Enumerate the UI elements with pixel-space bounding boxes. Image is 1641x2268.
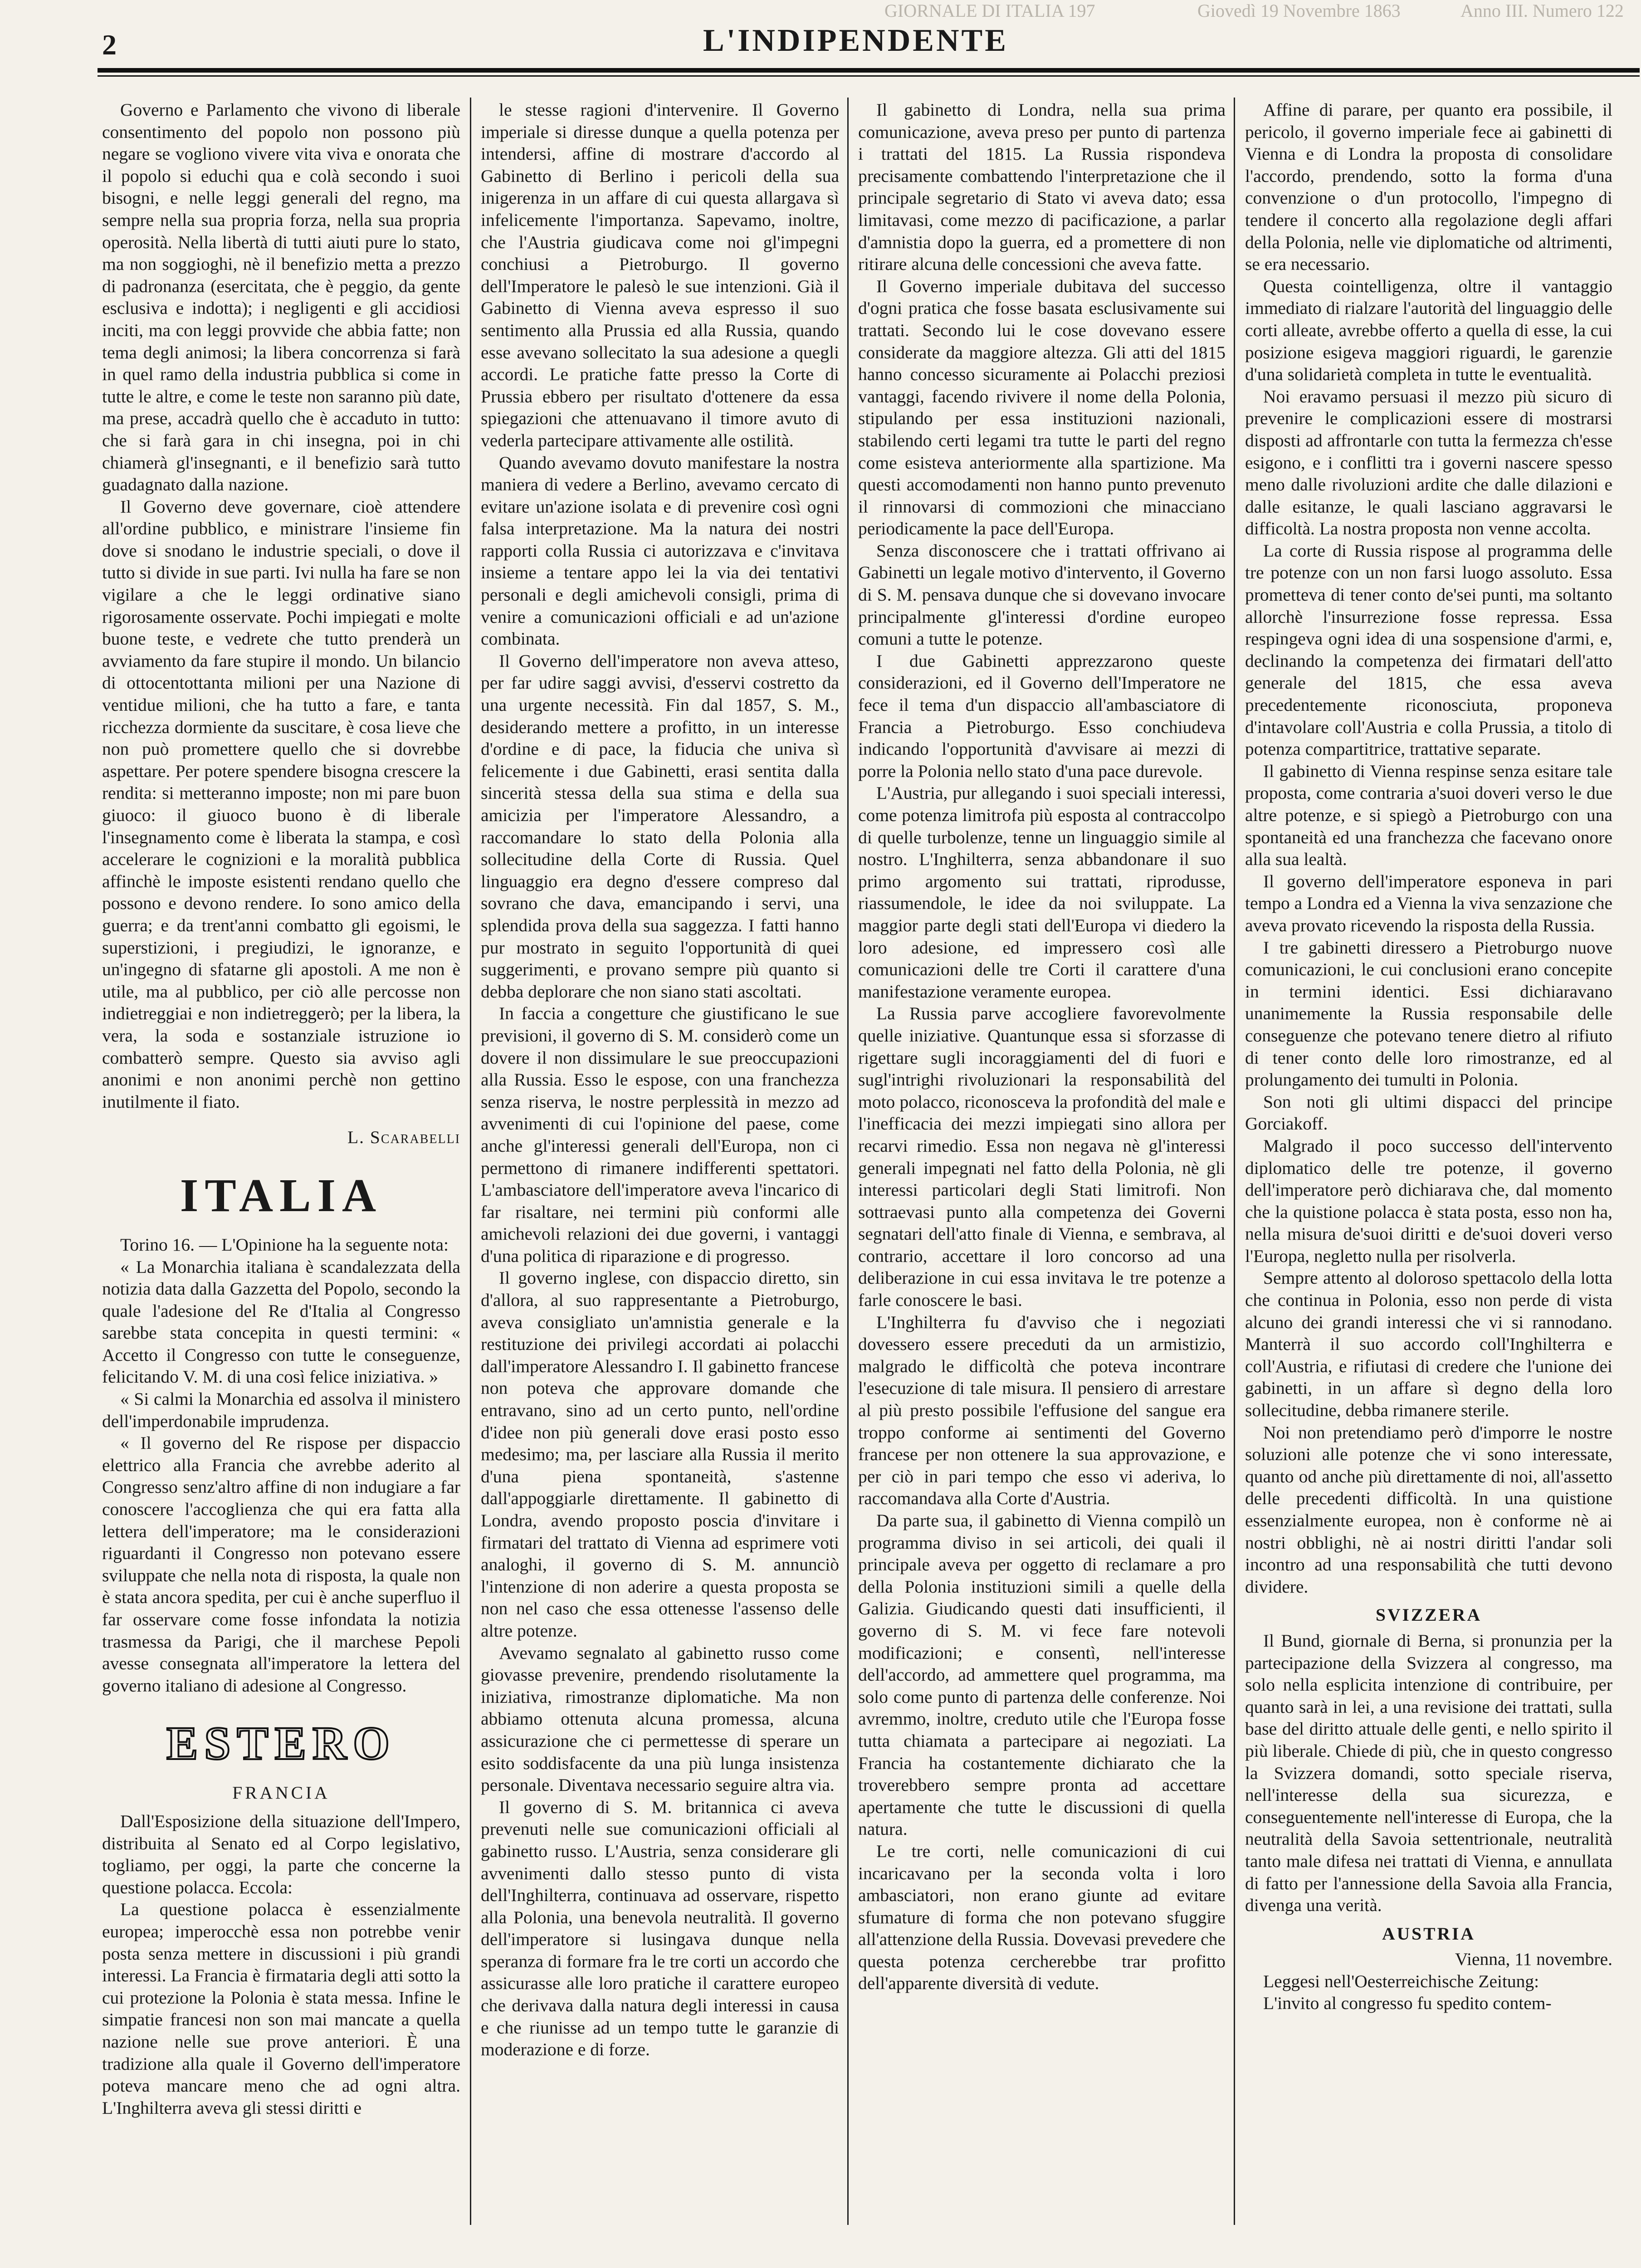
bleed-through-issue: Anno III. Numero 122 bbox=[1460, 0, 1624, 21]
news-paragraph: Son noti gli ultimi dispacci del principe Gorciakoff. bbox=[1245, 1091, 1612, 1134]
news-paragraph: Dall'Esposizione della situazione dell'Impero, distribuita al Senato ed al Corpo legislativo, togliamo, per oggi, la parte che concerne la questione polacca. Eccola: bbox=[102, 1811, 460, 1897]
news-paragraph: In faccia a congetture che giustificano le sue previsioni, il governo di S. M. considerò come un dovere il non dissimulare le sue preoccupazioni alla Russia. Esso le espose, con una franchezza senza riserva, le nostre perplessità in mezzo ad avvenimenti di cui l'opinione del paese, come anche gl'interessi generali dell'Europa, non ci permettono di rimanere indifferenti spettatori. L'ambasciatore dell'imperatore aveva l'incarico di far risaltare, nei termini più conformi alle amichevoli relazioni dei due governi, i vantaggi d'una politica di riparazione e di progresso. bbox=[481, 1003, 839, 1266]
news-paragraph: La Russia parve accogliere favorevolmente quelle iniziative. Quantunque essa si sforzasse di rigettare sugli incoraggiamenti del di fuori e sugl'intrighi rivoluzionari la responsabilità del moto polacco, riconosceva la profondità del male e l'inefficacia dei mezzi impiegati sino allora per recarvi rimedio. Essa non negava nè gl'interessi generali impegnati nel fatto della Polonia, nè gli interessi particolari degli Stati limitrofi. Non sottraevasi punto alla competenza dei Governi segnatari dell'atto finale di Vienna, e sembrava, al contrario, accettare il loro concorso ad una deliberazione in cui essa invitava le tre potenze a farle conoscere le basi. bbox=[858, 1003, 1226, 1310]
news-paragraph: Sempre attento al doloroso spettacolo della lotta che continua in Polonia, esso non perde di vista alcuno dei grandi interessi che vi si rannodano. Manterrà il suo accordo coll'Inghilterra e coll'Austria, e rifiutasi di credere che l'unione dei gabinetti, in un affare sì degno della loro sollecitudine, debba rimanere sterile. bbox=[1245, 1268, 1612, 1421]
news-paragraph: Il governo inglese, con dispaccio diretto, sin d'allora, al suo rappresentante a Pietroburgo, aveva consigliato un'amnistia generale e la restituzione dei privilegi accordati ai polacchi dall'imperatore Alessandro I. Il gabinetto francese non poteva che approvare domande che entravano, sino ad un certo punto, nell'ordine d'idee non più generali dove erasi posto esso medesimo; ma, per lasciare alla Russia il merito d'una piena spontaneità, s'astenne dall'appoggiarle direttamente. Il gabinetto di Londra, avendo proposto poscia d'invitare i firmatari del trattato di Vienna ad esprimere voti analoghi, il governo di S. M. annunciò l'intenzione di non aderire a questa proposta se non nel caso che essa ottenesse l'assenso delle altre potenze. bbox=[481, 1268, 839, 1641]
news-paragraph: Avevamo segnalato al gabinetto russo come giovasse prevenire, prendendo risolutamente la iniziativa, rimostranze diplomatiche. Ma non abbiamo ottenuta alcuna promessa, alcuna assicurazione che ci permettesse di sperare un esito soddisfacente da una più lunga insistenza personale. Diventava necessario seguire altra via. bbox=[481, 1642, 839, 1795]
column-divider bbox=[470, 98, 471, 2225]
column-2 bbox=[481, 99, 839, 2222]
column-divider bbox=[847, 98, 849, 2225]
news-paragraph: Il gabinetto di Vienna respinse senza esitare tale proposta, come contraria a'suoi doveri verso le due altre potenze, e si spiegò a Pietroburgo con una spontaneità ed una franchezza che facevano onore alla sua lealtà. bbox=[1245, 761, 1612, 870]
subsection-header-svizzera: SVIZZERA bbox=[1376, 1605, 1482, 1625]
news-paragraph: I tre gabinetti diressero a Pietroburgo nuove comunicazioni, le cui conclusioni erano concepite in termini identici. Essi dichiaravano unanimemente la Russia responsabile delle conseguenze che potevano tenere dietro al rifiuto di tener conto delle loro rimostranze, ed al prolungamento dei tumulti in Polonia. bbox=[1245, 937, 1612, 1090]
news-paragraph: L'Austria, pur allegando i suoi speciali interessi, come potenza limitrofa più esposta al contraccolpo di quelle turbolenze, tenne un linguaggio simile al nostro. L'Inghilterra, senza abbandonare il suo primo argomento sui trattati, riprodusse, riassumendole, le idee da noi sviluppate. La maggior parte degli stati dell'Europa vi diedero la loro adesione, ed impressero così alle comunicazioni delle tre Corti il carattere d'una manifestazione veramente europea. bbox=[858, 783, 1226, 1002]
news-paragraph: L'Inghilterra fu d'avviso che i negoziati dovessero essere preceduti da un armistizio, malgrado le difficoltà che poteva incontrare l'esecuzione di tale misura. Il pensiero di arrestare al più presto possibile l'effusione del sangue era troppo conforme ai sentimenti del Governo francese per non ottenere la sua approvazione, e per ciò in pari tempo che esso vi aderiva, lo raccomandava alla Corte d'Austria. bbox=[858, 1312, 1226, 1509]
news-paragraph: Noi non pretendiamo però d'imporre le nostre soluzioni alle potenze che vi sono interessate, quanto od anche più direttamente di noi, all'assetto delle precedenti difficoltà. In una quistione essenzialmente europea, non è conforme nè ai nostri obblighi, nè ai nostri diritti l'andar soli incontro ad una responsabilità che tutti devono dividere. bbox=[1245, 1422, 1612, 1597]
news-paragraph: le stesse ragioni d'intervenire. Il Governo imperiale si diresse dunque a quella potenza per intendersi, affine di mostrare d'accordo al Gabinetto di Berlino i pericoli della sua inigerenza in un affare di cui questa allargava sì infelicemente l'importanza. Sapevamo, inoltre, che l'Austria giudicava come noi gl'impegni conchiusi a Pietroburgo. Il governo dell'Imperatore le palesò le sue intenzioni. Già il Gabinetto di Vienna aveva espresso il suo sentimento alla Prussia ed alla Russia, quando esse avevano sollecitato la sua adesione a quegli accordi. Le pratiche fatte presso la Corte di Prussia ebbero per risultato d'ottenere da essa spiegazioni che attenuavano il timore avuto di vederla partecipare attivamente alle ostilità. bbox=[481, 100, 839, 450]
column-3 bbox=[858, 99, 1226, 2222]
bleed-through-title: GIORNALE DI ITALIA 197 bbox=[884, 0, 1095, 21]
news-paragraph: La corte di Russia rispose al programma delle tre potenze con un non farsi luogo assoluto. Essa prometteva di tener conto de'sei punti, ma soltanto allorchè l'insurrezione fosse repressa. Essa respingeva ogni idea di una sospensione d'armi, e, declinando la competenza dei firmatari dell'atto generale del 1815, che essa aveva precedentemente riconosciuta, proponeva d'intavolare coll'Austria e colla Prussia, a titolo di potenza compartitrice, trattative separate. bbox=[1245, 540, 1612, 759]
news-paragraph: Quando avevamo dovuto manifestare la nostra maniera di vedere a Berlino, avevamo cercato di evitare un'azione isolata e di prevenire così ogni falsa interpretazione. Ma la natura dei nostri rapporti colla Russia ci autorizzava e c'invitava insieme a tentare appo lei la via dei tentativi personali e degli amichevoli consigli, prima di venire a comunicazioni officiali e ad un'azione combinata. bbox=[481, 452, 839, 649]
news-paragraph: La questione polacca è essenzialmente europea; imperocchè essa non potrebbe venir posta senza mettere in discussioni i più grandi interessi. La Francia è firmataria degli atti sotto la cui protezione la Polonia è stata messa. Infine le simpatie francesi non son mai mancate a quella nazione nelle sue prove anteriori. È una tradizione alla quale il Governo dell'imperatore poteva mancare meno che ad ogni altra. L'Inghilterra aveva gli stessi diritti e bbox=[102, 1899, 460, 2118]
section-header-estero: ESTERO bbox=[166, 1717, 396, 1770]
article-paragraph: Il Governo deve governare, cioè attendere all'ordine pubblico, e ministrare l'insieme fin dove si snodano le industrie speciali, o dove il tutto si divide in sue parti. Ivi nulla ha fare se non vigilare a che le leggi ordinative siano rigorosamente osservate. Pochi impiegati e molte buone teste, e vedrete che tutto prenderà un avviamento da fare stupire il mondo. Un bilancio di ottocentottanta milioni per una Nazione di ventidue milioni, che ha tutto a fare, e tanta ricchezza dormiente da suscitare, è cosa lieve che non può promettere quello che si dovrebbe aspettare. Per potere spendere bisogna crescere la rendita: si metteranno imposte; non mi pare buon giuoco: il giuoco buono è di liberale l'insegnamento come è liberata la stampa, e così accelerare le cognizioni e la moralità pubblica affinchè le imposte esistenti rendano quello che possono e devono rendere. Io sono amico della guerra; e da trent'anni combatto gli egoismi, le superstizioni, i pregiudizi, le ignoranze, e un'ingegno di sfatarne gli apostoli. A me non è utile, ma al pubblico, per ciò alle percosse non indietreggiai e non indietreggerò; per la libera, la vera, la soda e sostanziale istruzione io combatterò sempre. Questo sia avviso agli anonimi e non anonimi perchè non gettino inutilmente il fiato. bbox=[102, 496, 460, 1112]
news-paragraph: Il Governo imperiale dubitava del successo d'ogni pratica che fosse basata esclusivamente sui trattati. Secondo lui le cose dovevano essere considerate da maggiore altezza. Gli atti del 1815 hanno concesso sicuramente ai Polacchi preziosi vantaggi, facendo rivivere il nome della Polonia, stipulando per essa instituzioni nazionali, stabilendo certi legami tra tutte le parti del regno come esisteva anteriormente alla spartizione. Ma questi accomodamenti non hanno punto prevenuto il rinnovarsi di commozioni che minacciano periodicamente la pace dell'Europa. bbox=[858, 276, 1226, 539]
news-paragraph: Torino 16. — L'Opinione ha la seguente nota: bbox=[120, 1234, 449, 1255]
news-paragraph: Il gabinetto di Londra, nella sua prima comunicazione, aveva preso per punto di partenza i trattati del 1815. La Russia rispondeva precisamente combattendo l'interpretazione che il principale segretario di Stato vi aveva dato; essa limitavasi, come mezzo di pacificazione, a parlar d'amnistia dopo la guerra, ed a promettere di non ritirare alcuna delle concessioni che aveva fatte. bbox=[858, 100, 1226, 274]
subsection-header-francia: FRANCIA bbox=[232, 1783, 330, 1803]
section-header-italia: ITALIA bbox=[180, 1169, 383, 1222]
news-paragraph: Vienna, 11 novembre. bbox=[1455, 1949, 1612, 1970]
column-1 bbox=[102, 99, 460, 2222]
news-paragraph: Il governo dell'imperatore esponeva in pari tempo a Londra ed a Vienna la viva senzazione che aveva provato ricevendo la risposta della Russia. bbox=[1245, 871, 1612, 935]
news-paragraph: « Il governo del Re rispose per dispaccio elettrico alla Francia che avrebbe aderito al Congresso senz'altro affine di non indugiare a far conoscere l'accoglienza che qui era fatta alla lettera dell'imperatore; ma le considerazioni riguardanti il Congresso non potevano essere sviluppate che nella nota di risposta, la quale non è stata ancora spedita, per cui è anche superfluo il far osservare come fosse infondata la notizia trasmessa da Parigi, che il marchese Pepoli avesse consegnata all'imperatore la lettera del governo italiano di adesione al Congresso. bbox=[102, 1433, 460, 1696]
masthead-rule-thin bbox=[98, 75, 1640, 77]
article-paragraph: Governo e Parlamento che vivono di liberale consentimento del popolo non possono più negare se vogliono vivere vita viva e onorata che il popolo si educhi qua e colà secondo i suoi bisogni, e nelle leggi generali del regno, ma sempre nella sua propria forza, nella sua propria operosità. Nella libertà di tutti aiuti pure lo stato, ma non soggioghi, nè il benefizio metta a prezzo di padronanza (esercitata, che è peggio, da gente esclusiva e indotta); i negligenti e gli accidiosi inciti, ma con leggi provvide che abbia fatte; non tema degli animosi; la libera concorrenza si farà in quel ramo della industria pubblica si come in tutte le altre, e come le teste non saranno più date, ma prese, accadrà quello che è accaduto in tutto: che si farà gara in chi insegna, poi in chi chiamerà gl'insegnanti, e il benefizio sarà tutto guadagnato dalla nazione. bbox=[102, 100, 460, 495]
news-paragraph: Da parte sua, il gabinetto di Vienna compilò un programma diviso in sei articoli, dei quali il principale aveva per oggetto di reclamare a pro della Polonia instituzioni simili a quelle della Galizia. Giudicando questi dati insufficienti, il governo di S. M. vi fece fare notevoli modificazioni; e consentì, nell'interesse dell'accordo, ad ammettere quel programma, ma solo come punto di partenza delle conferenze. Noi avremmo, inoltre, creduto utile che l'Europa fosse tutta chiamata a partecipare ai negoziati. La Francia ha costantemente dichiarato che la troverebbero sempre pronta ad accettare apertamente che tutte le discussioni di quella natura. bbox=[858, 1510, 1226, 1839]
news-paragraph: Affine di parare, per quanto era possibile, il pericolo, il governo imperiale fece ai gabinetti di Vienna e di Londra la proposta di consolidare l'accordo, prendendo, sotto la forma d'una convenzione o d'un protocollo, l'impegno di tendere il concerto alla regolazione degli affari della Polonia, nelle vie diplomatiche od altrimenti, se era necessario. bbox=[1245, 100, 1612, 274]
news-paragraph: Le tre corti, nelle comunicazioni di cui incaricavano per la seconda volta i loro ambasciatori, non erano giunte ad evitare sfumature di forma che non potevano sfuggire all'attenzione della Russia. Dovevasi prevedere che questa potenza cercherebbe trar profitto dell'apparente diversità di vedute. bbox=[858, 1841, 1226, 1994]
news-paragraph: Leggesi nell'Oesterreichische Zeitung: bbox=[1263, 1971, 1539, 1991]
news-paragraph: « La Monarchia italiana è scandalezzata della notizia data dalla Gazzetta del Popolo, secondo la quale l'adesione del Re d'Italia al Congresso sarebbe stata concepita in questi termini: « Accetto il Congresso con tutte le conseguenze, felicitando V. M. di una così felice iniziativa. » bbox=[102, 1256, 460, 1387]
column-4 bbox=[1245, 99, 1612, 2222]
news-paragraph: Il governo di S. M. britannica ci aveva prevenuti nelle sue comunicazioni officiali al gabinetto russo. L'Austria, senza considerare gli avvenimenti dallo stesso punto di vista dell'Inghilterra, continuava ad osservare, rispetto alla Polonia, una benevola neutralità. Il governo dell'imperatore si lusingava dunque nella speranza di formare fra le tre corti un accordo che assicurasse alle loro pratiche il carattere europeo che derivava dalla natura degli interessi in causa e che riunisse ad un tempo tutte le garanzie di moderazione e di forze. bbox=[481, 1797, 839, 2060]
author-signature: L. Scarabelli bbox=[347, 1127, 460, 1148]
news-paragraph: « Si calmi la Monarchia ed assolva il ministero dell'imperdonabile imprudenza. bbox=[102, 1389, 460, 1431]
page-number: 2 bbox=[102, 29, 117, 61]
news-paragraph: Il Governo dell'imperatore non aveva atteso, per far udire saggi avvisi, d'esservi costretto da una urgente necessità. Fin dal 1857, S. M., desiderando mettere a profitto, in un interesse d'ordine e di pace, la fiducia che univa sì felicemente i due Gabinetti, erasi sentita dalla sincerità stessa della sua stima e della sua amicizia per l'imperatore Alessandro, a raccomandare lo stato della Polonia alla sollecitudine della Corte di Russia. Quel linguaggio era degno d'essere compreso dal sovrano che dava, emancipando i servi, una splendida prova della sua saggezza. I fatti hanno pur mostrato in seguito l'opportunità di quei suggerimenti, e provano sempre più quanto si debba deplorare che non siano stati ascoltati. bbox=[481, 650, 839, 1002]
column-divider bbox=[1234, 98, 1235, 2225]
masthead: L'INDIPENDENTE bbox=[703, 23, 1008, 58]
news-paragraph: Questa cointelligenza, oltre il vantaggio immediato di rialzare l'autorità del linguaggio delle corti alleate, avrebbe offerto a quella di esse, la cui posizione esigeva maggiori riguardi, le garenzie d'una solidarietà completa in tutte le eventualità. bbox=[1245, 276, 1612, 385]
news-paragraph: Noi eravamo persuasi il mezzo più sicuro di prevenire le complicazioni essere di mostrarsi disposti ad affrontarle con tutta la fermezza ch'esse esigono, e i conflitti tra i governi nascere spesso meno dalle rivoluzioni ardite che dalle dilazioni e dalle esitanze, le quali lasciano aggravarsi le difficoltà. La nostra proposta non venne accolta. bbox=[1245, 386, 1612, 539]
news-paragraph: Senza disconoscere che i trattati offrivano ai Gabinetti un legale motivo d'intervento, il Governo di S. M. pensava dunque che si dovevano invocare principalmente gl'interessi d'ordine europeo comuni a tutte le potenze. bbox=[858, 540, 1226, 649]
masthead-rule-thick bbox=[98, 68, 1640, 73]
news-paragraph: I due Gabinetti apprezzarono queste considerazioni, ed il Governo dell'Imperatore ne fece il tema d'un dispaccio all'ambasciatore di Francia a Pietroburgo. Esso conchiudeva indicando l'opportunità d'avvisare ai mezzi di porre la Polonia nello stato d'una pace durevole. bbox=[858, 650, 1226, 781]
news-paragraph: Malgrado il poco successo dell'intervento diplomatico delle tre potenze, il governo dell'imperatore però dichiarava che, dal momento che la quistione polacca è stata posta, esso non ha, nella misura de'suoi diritti e de'suoi doveri verso l'Europa, negletto nulla per risolverla. bbox=[1245, 1135, 1612, 1266]
news-paragraph: Il Bund, giornale di Berna, si pronunzia per la partecipazione della Svizzera al congresso, ma solo nella esplicita intenzione di contribuire, per quanto sarà in lei, a una revisione dei trattati, sulla base del diritto attuale delle genti, e nello spirito il più liberale. Chiede di più, che in questo congresso la Svizzera domandi, sotto speciale riserva, nell'interesse della sua sicurezza, e conseguentemente nell'interesse di Europa, che la neutralità della Savoia settentrionale, neutralità tanto male difesa nei trattati di Vienna, e annullata di fatto per l'annessione della Savoia alla Francia, divenga una verità. bbox=[1245, 1630, 1612, 1916]
subsection-header-austria: AUSTRIA bbox=[1382, 1923, 1475, 1944]
news-paragraph: L'invito al congresso fu spedito contem- bbox=[1263, 1993, 1552, 2014]
bleed-through-date: Giovedì 19 Novembre 1863 bbox=[1197, 0, 1401, 21]
